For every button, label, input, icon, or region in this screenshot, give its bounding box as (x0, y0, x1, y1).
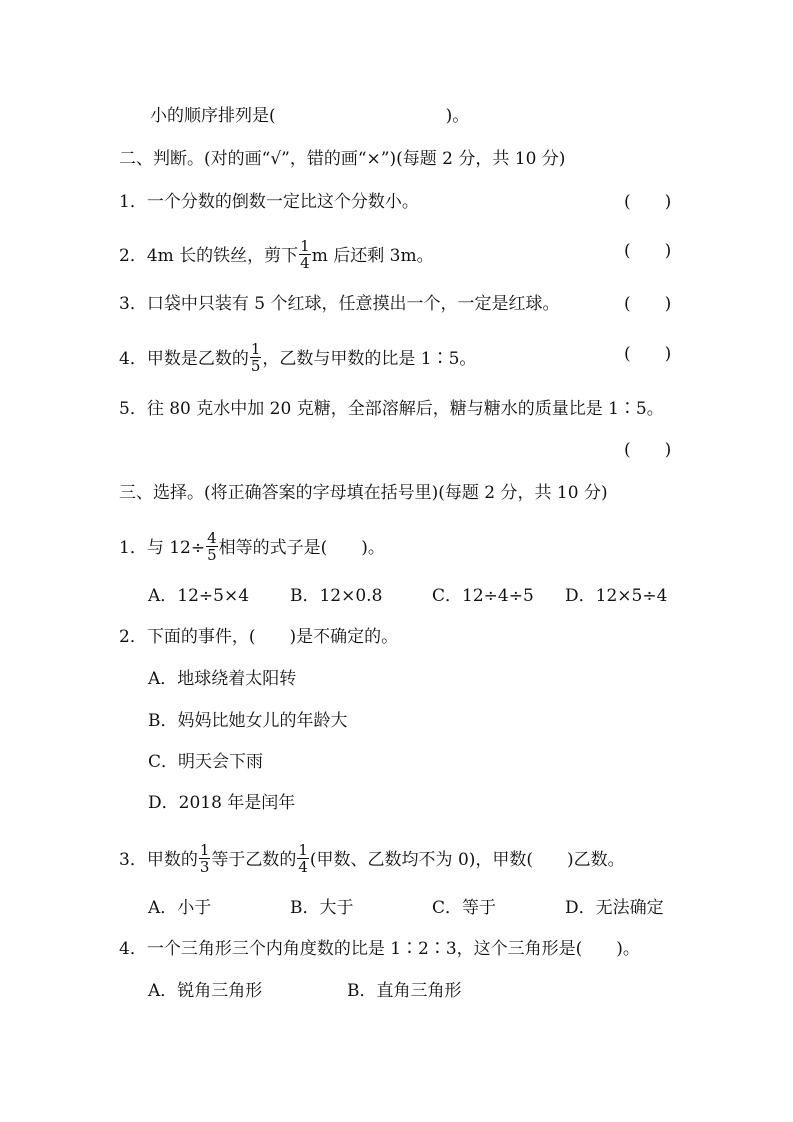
choice-q3-text-b: 等于乙数的 (211, 850, 297, 870)
fraction (199, 842, 211, 875)
choice-q1-option-c[interactable]: C．12÷4÷5 (432, 586, 534, 606)
continuation-text: 小的顺序排列是( (150, 106, 276, 126)
choice-q3-option-d[interactable]: D．无法确定 (565, 898, 664, 918)
choice-q1-option-b[interactable]: B．12×0.8 (290, 586, 383, 606)
choice-q2-option-b[interactable]: B．妈妈比她女儿的年龄大 (148, 711, 348, 731)
judge-q1-answer[interactable]: ( ) (624, 192, 672, 212)
judge-q4-text-b: ，乙数与甲数的比是 1∶5。 (262, 349, 477, 369)
fraction (250, 341, 262, 374)
fraction (297, 842, 309, 875)
choice-q1-option-a[interactable]: A．12÷5×4 (148, 586, 250, 606)
judge-q4-text-a: 4．甲数是乙数的 (119, 349, 249, 369)
judge-q2-text-b: m 后还剩 3m。 (311, 246, 434, 266)
judge-q1: 1．一个分数的倒数一定比这个分数小。 (119, 192, 419, 212)
choice-q1-option-d[interactable]: D．12×5÷4 (565, 586, 668, 606)
fraction-numerator: 4 (207, 529, 217, 547)
fraction-numerator: 1 (300, 237, 310, 255)
choice-q3-text-c: (甲数、乙数均不为 0)，甲数( )乙数。 (309, 850, 625, 870)
fraction-denominator: 5 (250, 357, 261, 375)
fraction-numerator: 1 (199, 841, 210, 859)
choice-q3-text-a: 3．甲数的 (119, 850, 198, 870)
continuation-line (150, 105, 469, 127)
fraction-denominator: 3 (199, 858, 210, 876)
judge-q2-answer[interactable]: ( ) (624, 241, 672, 261)
choice-q1-text-b: 相等的式子是( )。 (218, 538, 385, 558)
section3-heading: 三、选择。(将正确答案的字母填在括号里)(每题 2 分，共 10 分) (119, 483, 608, 503)
judge-q4 (119, 340, 477, 376)
judge-q2 (119, 237, 434, 273)
fraction-denominator: 4 (298, 858, 308, 876)
section2-heading: 二、判断。(对的画“√”，错的画“×”)(每题 2 分，共 10 分) (119, 149, 566, 169)
judge-q3: 3．口袋中只装有 5 个红球，任意摸出一个，一定是红球。 (119, 294, 560, 314)
fraction (206, 530, 218, 563)
judge-q4-answer[interactable]: ( ) (624, 344, 672, 364)
choice-q1 (119, 529, 385, 565)
choice-q4-option-b[interactable]: B．直角三角形 (347, 981, 462, 1001)
judge-q2-text-a: 2．4m 长的铁丝，剪下 (119, 246, 299, 266)
choice-q2-option-d[interactable]: D．2018 年是闰年 (148, 793, 296, 813)
fraction-numerator: 1 (298, 841, 308, 859)
choice-q2: 2．下面的事件，( )是不确定的。 (119, 627, 399, 647)
choice-q3-option-b[interactable]: B．大于 (290, 898, 354, 918)
choice-q2-option-a[interactable]: A．地球绕着太阳转 (148, 669, 297, 689)
choice-q4: 4．一个三角形三个内角度数的比是 1∶2∶3，这个三角形是( )。 (119, 939, 640, 959)
judge-q3-answer[interactable]: ( ) (624, 294, 672, 314)
choice-q1-text-a: 1．与 12÷ (119, 538, 206, 558)
fraction-numerator: 1 (250, 340, 261, 358)
choice-q2-option-c[interactable]: C．明天会下雨 (148, 752, 264, 772)
choice-q3-option-c[interactable]: C．等于 (432, 898, 497, 918)
continuation-end: )。 (445, 106, 470, 126)
choice-q4-option-a[interactable]: A．锐角三角形 (148, 981, 263, 1001)
fraction-denominator: 4 (300, 254, 310, 272)
fraction-denominator: 5 (207, 546, 217, 564)
choice-q3 (119, 841, 625, 877)
judge-q5-answer[interactable]: ( ) (624, 440, 672, 460)
choice-q3-option-a[interactable]: A．小于 (148, 898, 212, 918)
judge-q5: 5．往 80 克水中加 20 克糖，全部溶解后，糖与糖水的质量比是 1∶5。 (119, 399, 664, 419)
fraction (299, 238, 311, 271)
